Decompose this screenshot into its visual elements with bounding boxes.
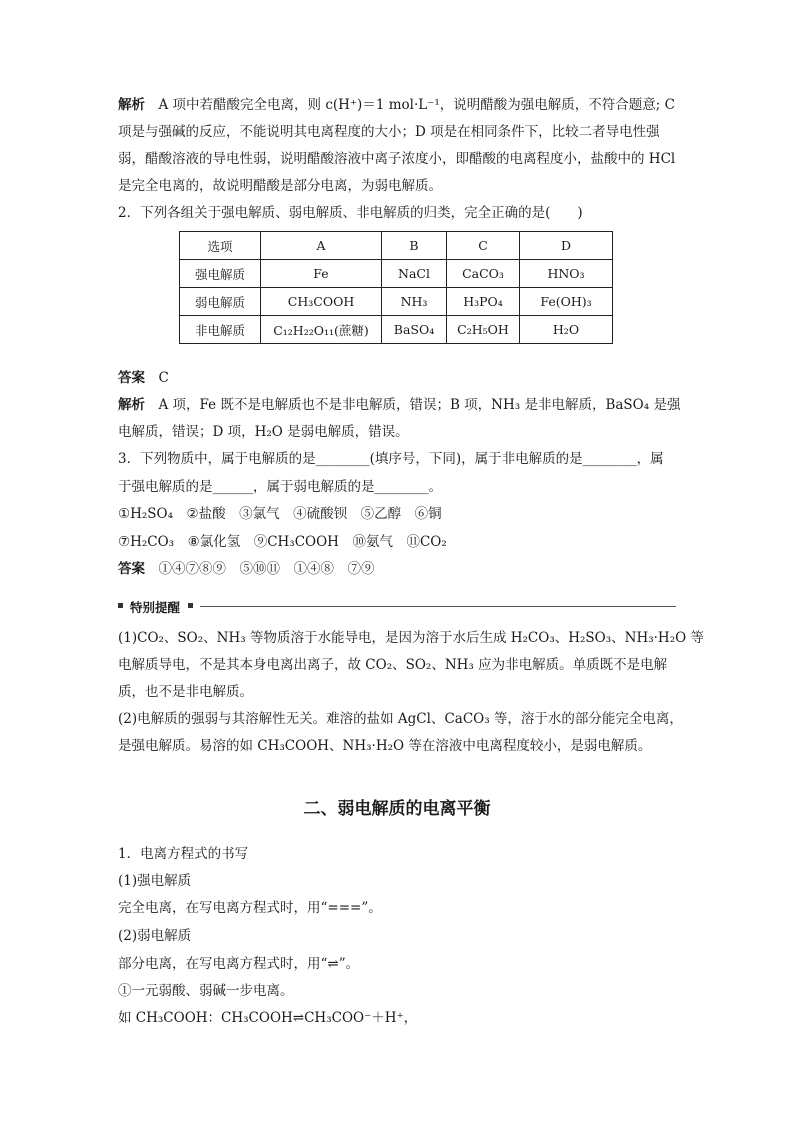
table-cell: 选项 [180, 232, 261, 260]
explain1-line-3: 弱，醋酸溶液的导电性弱，说明醋酸溶液中离子浓度小，即醋酸的电离程度小，盐酸中的 HCl [118, 151, 676, 167]
tip-line-1: (1)CO₂、SO₂、NH₃ 等物质溶于水能导电，是因为溶于水后生成 H₂CO₃、H₂SO₃、NH₃·H₂O 等 [118, 630, 704, 646]
tip-bullet-icon [118, 603, 123, 608]
tip-line-4: (2)电解质的强弱与其溶解性无关。难溶的盐如 AgCl、CaCO₃ 等，溶于水的部分能完全电离， [118, 711, 683, 727]
tip-title: 特别提醒 [130, 600, 181, 615]
table-cell: B [382, 232, 447, 260]
table-row [180, 316, 613, 344]
tip-bullet-icon [188, 603, 193, 608]
tip-header [118, 598, 676, 614]
table-cell: 强电解质 [180, 260, 261, 288]
explain1-line-1: 解析 A 项中若醋酸完全电离，则 c(H⁺)＝1 mol·L⁻¹，说明醋酸为强电解质，不符合题意; C [118, 97, 675, 113]
q2-stem: 2．下列各组关于强电解质、弱电解质、非电解质的归类，完全正确的是( ) [118, 205, 583, 221]
section-line-5: 部分电离，在写电离方程式时，用“⇌”。 [118, 956, 360, 972]
table-cell: Fe(OH)₃ [520, 288, 613, 316]
table-cell: C₁₂H₂₂O₁₁(蔗糖) [261, 316, 382, 344]
table-cell: 弱电解质 [180, 288, 261, 316]
section-line-7: 如 CH₃COOH：CH₃COOH⇌CH₃COO⁻＋H⁺， [118, 1010, 418, 1026]
table-cell: 非电解质 [180, 316, 261, 344]
section-line-1: 1．电离方程式的书写 [118, 846, 249, 862]
q3-line-1: 3．下列物质中，属于电解质的是________(填序号，下同)，属于非电解质的是________，属 [118, 451, 664, 467]
table-cell: NaCl [382, 260, 447, 288]
tip-line-5: 是强电解质。易溶的如 CH₃COOH、NH₃·H₂O 等在溶液中电离程度较小，是弱电解质。 [118, 738, 652, 754]
q3-line-2: 于强电解质的是______，属于弱电解质的是________。 [118, 479, 442, 495]
q3-answer: 答案 ①④⑦⑧⑨ ⑤⑩⑪ ①④⑧ ⑦⑨ [118, 561, 375, 577]
section-line-4: (2)弱电解质 [118, 928, 192, 944]
table-cell: H₃PO₄ [447, 288, 520, 316]
section-line-2: (1)强电解质 [118, 873, 192, 889]
table-cell: Fe [261, 260, 382, 288]
tip-line-2: 电解质导电，不是其本身电离出离子，故 CO₂、SO₂、NH₃ 应为非电解质。单质既不是电解 [118, 657, 668, 673]
q2-explain-line-1: 解析 A 项，Fe 既不是电解质也不是非电解质，错误；B 项，NH₃ 是非电解质，BaSO₄ 是强 [118, 397, 681, 413]
q3-line-3: ①H₂SO₄ ②盐酸 ③氯气 ④硫酸钡 ⑤乙醇 ⑥铜 [118, 506, 442, 522]
section-line-3: 完全电离，在写电离方程式时，用“===”。 [118, 900, 382, 916]
q2-explain-line-2: 电解质，错误；D 项，H₂O 是弱电解质，错误。 [118, 424, 409, 440]
q3-line-4: ⑦H₂CO₃ ⑧氯化氢 ⑨CH₃COOH ⑩氨气 ⑪CO₂ [118, 534, 447, 550]
table-cell: CaCO₃ [447, 260, 520, 288]
q2-answer: 答案 C [118, 370, 169, 386]
tip-line-3: 质，也不是非电解质。 [118, 684, 253, 700]
table-cell: HNO₃ [520, 260, 613, 288]
table-row [180, 288, 613, 316]
table-cell: H₂O [520, 316, 613, 344]
table-cell: C₂H₅OH [447, 316, 520, 344]
explain1-label: 解析 [118, 97, 145, 113]
explain1-line-4: 是完全电离的，故说明醋酸是部分电离，为弱电解质。 [118, 178, 442, 194]
section-line-6: ①一元弱酸、弱碱一步电离。 [118, 983, 294, 999]
table-cell: NH₃ [382, 288, 447, 316]
explain1-line-2: 项是与强碱的反应，不能说明其电离程度的大小；D 项是在相同条件下，比较二者导电性强 [118, 124, 660, 140]
table-cell: A [261, 232, 382, 260]
section-heading: 二、弱电解质的电离平衡 [303, 799, 491, 819]
table-cell: BaSO₄ [382, 316, 447, 344]
table-cell: C [447, 232, 520, 260]
table-cell: CH₃COOH [261, 288, 382, 316]
table-cell: D [520, 232, 613, 260]
table-row [180, 232, 613, 260]
table-row [180, 260, 613, 288]
tip-divider [200, 606, 676, 607]
classification-table [179, 231, 613, 344]
